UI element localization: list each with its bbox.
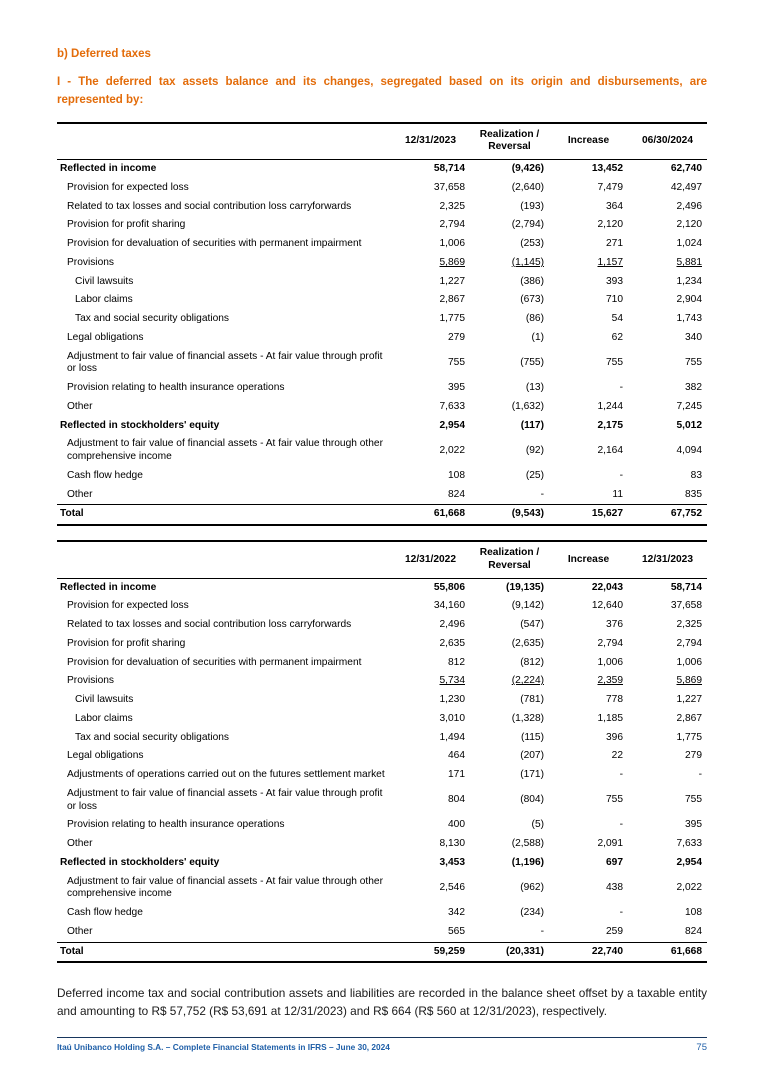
cell-value: 393 xyxy=(606,275,623,287)
table-row xyxy=(57,904,707,923)
cell-value: 755 xyxy=(685,794,702,806)
cell-value: (804) xyxy=(520,794,544,806)
cell-value: 1,775 xyxy=(676,731,702,743)
cell-value: 2,164 xyxy=(597,444,623,456)
cell-value: 108 xyxy=(685,907,702,919)
cell-value: 3,453 xyxy=(439,856,465,868)
cell-value: 2,904 xyxy=(676,294,702,306)
row-label: Provision relating to health insurance operations xyxy=(67,382,285,394)
cell-value: 259 xyxy=(606,925,623,937)
row-label: Other xyxy=(67,400,93,412)
cell-value: 2,867 xyxy=(676,712,702,724)
cell-value: 271 xyxy=(606,238,623,250)
table-row xyxy=(57,616,707,635)
cell-value: (386) xyxy=(520,275,544,287)
cell-value: 279 xyxy=(685,750,702,762)
page-number: 75 xyxy=(696,1042,707,1053)
row-label: Provision relating to health insurance operations xyxy=(67,819,285,831)
cell-value: (9,426) xyxy=(511,163,544,175)
table-row xyxy=(57,942,707,962)
cell-value: 2,867 xyxy=(439,294,465,306)
table-header xyxy=(57,541,707,578)
column-header-increase: Increase xyxy=(549,123,628,160)
cell-value: 2,794 xyxy=(676,637,702,649)
table-row xyxy=(57,310,707,329)
row-label: Total xyxy=(57,942,391,962)
row-label: Provision for devaluation of securities with permanent impairment xyxy=(67,656,362,668)
cell-value: 67,752 xyxy=(628,505,707,525)
cell-value: (1) xyxy=(531,331,544,343)
column-header-period-start: 12/31/2022 xyxy=(391,541,470,578)
cell-value: 5,012 xyxy=(676,419,702,431)
cell-value: 565 xyxy=(448,925,465,937)
cell-value: 804 xyxy=(448,794,465,806)
cell-value: - xyxy=(619,769,623,781)
table-row xyxy=(57,747,707,766)
column-header-period-start: 12/31/2023 xyxy=(391,123,470,160)
cell-value: 2,794 xyxy=(597,637,623,649)
cell-value: 7,479 xyxy=(597,181,623,193)
table-row xyxy=(57,785,707,817)
cell-value: 1,244 xyxy=(597,400,623,412)
column-header-realization-reversal: Realization / Reversal xyxy=(470,541,549,578)
row-label: Provisions xyxy=(67,256,114,268)
cell-value: (9,142) xyxy=(511,600,544,612)
column-header-period-end: 06/30/2024 xyxy=(628,123,707,160)
column-header-realization-reversal: Realization / Reversal xyxy=(470,123,549,160)
cell-value: - xyxy=(619,469,623,481)
cell-value: 2,496 xyxy=(439,619,465,631)
cell-value: 2,954 xyxy=(439,419,465,431)
row-label: Provision for devaluation of securities with permanent impairment xyxy=(67,238,362,250)
cell-value: 5,869 xyxy=(676,675,702,687)
row-label: Other xyxy=(67,925,93,937)
page-footer xyxy=(57,1037,707,1053)
cell-value: - xyxy=(619,907,623,919)
table-row xyxy=(57,597,707,616)
cell-value: - xyxy=(540,488,544,500)
section-heading-deferred-taxes: b) Deferred taxes xyxy=(57,48,151,60)
cell-value: 1,185 xyxy=(597,712,623,724)
cell-value: (117) xyxy=(520,419,544,431)
table-row xyxy=(57,348,707,380)
cell-value: 61,668 xyxy=(391,505,470,525)
cell-value: (2,588) xyxy=(511,838,544,850)
cell-value: 62,740 xyxy=(670,163,702,175)
cell-value: 824 xyxy=(685,925,702,937)
column-header-increase: Increase xyxy=(549,541,628,578)
cell-value: (86) xyxy=(525,313,544,325)
cell-value: 778 xyxy=(606,694,623,706)
cell-value: 1,157 xyxy=(597,256,623,268)
cell-value: (2,640) xyxy=(511,181,544,193)
cell-value: (5) xyxy=(531,819,544,831)
row-label: Other xyxy=(67,838,93,850)
cell-value: 755 xyxy=(448,357,465,368)
cell-value: 1,227 xyxy=(676,694,702,706)
row-label: Reflected in income xyxy=(60,163,157,175)
cell-value: (171) xyxy=(520,769,544,781)
cell-value: 37,658 xyxy=(670,600,702,612)
deferred-tax-table-2023 xyxy=(57,540,707,963)
table-body xyxy=(57,160,707,526)
cell-value: 1,234 xyxy=(676,275,702,287)
table-row xyxy=(57,729,707,748)
cell-value: 395 xyxy=(448,382,465,394)
cell-value: (1,632) xyxy=(511,400,544,412)
cell-value: 7,633 xyxy=(439,400,465,412)
cell-value: 2,496 xyxy=(676,200,702,212)
cell-value: 1,227 xyxy=(439,275,465,287)
cell-value: 15,627 xyxy=(549,505,628,525)
table-row xyxy=(57,254,707,273)
cell-value: 755 xyxy=(685,357,702,368)
cell-value: 340 xyxy=(685,331,702,343)
cell-value: 2,120 xyxy=(597,219,623,231)
cell-value: 5,881 xyxy=(676,256,702,268)
deferred-tax-table-2024 xyxy=(57,122,707,527)
cell-value: (193) xyxy=(520,200,544,212)
table-row xyxy=(57,873,707,905)
cell-value: (9,543) xyxy=(470,505,549,525)
cell-value: 1,494 xyxy=(439,731,465,743)
cell-value: (2,794) xyxy=(511,219,544,231)
cell-value: 54 xyxy=(611,313,623,325)
cell-value: 364 xyxy=(606,200,623,212)
cell-value: 2,175 xyxy=(597,419,623,431)
table-row xyxy=(57,273,707,292)
table-row xyxy=(57,216,707,235)
cell-value: 62 xyxy=(611,331,623,343)
table-row xyxy=(57,379,707,398)
cell-value: 7,633 xyxy=(676,838,702,850)
column-header-empty xyxy=(57,541,391,578)
row-label: Civil lawsuits xyxy=(75,694,134,706)
row-label: Cash flow hedge xyxy=(67,907,143,919)
cell-value: 11 xyxy=(612,488,623,500)
cell-value: 22,043 xyxy=(591,581,623,593)
row-label: Provision for expected loss xyxy=(67,181,189,193)
table-row xyxy=(57,235,707,254)
table-row xyxy=(57,672,707,691)
row-label: Total xyxy=(57,505,391,525)
row-label: Provision for profit sharing xyxy=(67,219,186,231)
cell-value: 58,714 xyxy=(670,581,702,593)
cell-value: (1,328) xyxy=(511,712,544,724)
table-row xyxy=(57,578,707,597)
cell-value: (755) xyxy=(520,357,544,368)
row-label: Adjustment to fair value of financial assets - At fair value through profit or loss xyxy=(67,787,383,812)
row-label: Adjustment to fair value of financial assets - At fair value through other comprehensive income xyxy=(67,438,383,463)
cell-value: 1,743 xyxy=(676,313,702,325)
cell-value: 464 xyxy=(448,750,465,762)
cell-value: (1,145) xyxy=(511,256,544,268)
cell-value: 755 xyxy=(606,357,623,368)
cell-value: 395 xyxy=(685,819,702,831)
table-row xyxy=(57,766,707,785)
table-row xyxy=(57,710,707,729)
row-label: Reflected in stockholders' equity xyxy=(60,856,220,868)
table-header xyxy=(57,123,707,160)
cell-value: - xyxy=(540,925,544,937)
cell-value: 59,259 xyxy=(391,942,470,962)
cell-value: (234) xyxy=(520,907,544,919)
cell-value: 12,640 xyxy=(591,600,623,612)
cell-value: 835 xyxy=(685,488,702,500)
cell-value: 7,245 xyxy=(676,400,702,412)
row-label: Adjustments of operations carried out on the futures settlement market xyxy=(67,769,385,781)
cell-value: 2,325 xyxy=(439,200,465,212)
cell-value: 1,775 xyxy=(439,313,465,325)
table-row xyxy=(57,160,707,179)
cell-value: (812) xyxy=(520,656,544,668)
cell-value: (19,135) xyxy=(506,581,544,593)
cell-value: 1,006 xyxy=(439,238,465,250)
cell-value: 2,794 xyxy=(439,219,465,231)
cell-value: - xyxy=(619,819,623,831)
cell-value: 2,091 xyxy=(597,838,623,850)
cell-value: 2,954 xyxy=(676,856,702,868)
cell-value: 755 xyxy=(606,794,623,806)
cell-value: 382 xyxy=(685,382,702,394)
table-row xyxy=(57,329,707,348)
row-label: Provision for expected loss xyxy=(67,600,189,612)
cell-value: 2,022 xyxy=(439,444,465,456)
row-label: Provisions xyxy=(67,675,114,687)
cell-value: 58,714 xyxy=(433,163,465,175)
cell-value: 1,006 xyxy=(597,656,623,668)
cell-value: 710 xyxy=(606,294,623,306)
cell-value: (92) xyxy=(525,444,544,456)
cell-value: 2,120 xyxy=(676,219,702,231)
table-row xyxy=(57,417,707,436)
cell-value: (673) xyxy=(520,294,544,306)
cell-value: (115) xyxy=(520,731,544,743)
cell-value: 2,635 xyxy=(439,637,465,649)
row-label: Legal obligations xyxy=(67,750,144,762)
cell-value: (20,331) xyxy=(470,942,549,962)
cell-value: 1,230 xyxy=(439,694,465,706)
column-header-empty xyxy=(57,123,391,160)
cell-value: 4,094 xyxy=(676,444,702,456)
row-label: Reflected in income xyxy=(60,581,157,593)
cell-value: 42,497 xyxy=(670,181,702,193)
cell-value: 400 xyxy=(448,819,465,831)
cell-value: (253) xyxy=(520,238,544,250)
row-label: Adjustment to fair value of financial assets - At fair value through other comprehensive income xyxy=(67,875,383,900)
cell-value: - xyxy=(619,382,623,394)
row-label: Related to tax losses and social contribution loss carryforwards xyxy=(67,200,352,212)
cell-value: 2,359 xyxy=(597,675,623,687)
cell-value: 697 xyxy=(606,856,623,868)
cell-value: - xyxy=(698,769,702,781)
cell-value: 2,022 xyxy=(676,882,702,893)
cell-value: 22,740 xyxy=(549,942,628,962)
row-label: Civil lawsuits xyxy=(75,275,134,287)
cell-value: (2,635) xyxy=(511,637,544,649)
row-label: Other xyxy=(67,488,93,500)
cell-value: 824 xyxy=(448,488,465,500)
table-row xyxy=(57,291,707,310)
row-label: Related to tax losses and social contribution loss carryforwards xyxy=(67,619,352,631)
cell-value: 171 xyxy=(448,769,465,781)
row-label: Adjustment to fair value of financial assets - At fair value through profit or loss xyxy=(67,350,383,375)
table-row xyxy=(57,398,707,417)
subsection-heading-statement: I - The deferred tax assets balance and its changes, segregated based on its origin and disbursements, are represented by: xyxy=(57,76,707,106)
table-row xyxy=(57,923,707,942)
closing-paragraph: Deferred income tax and social contribution assets and liabilities are recorded in the balance sheet offset by a taxable entity and amounting to R$ 57,752 (R$ 53,691 at 12/31/2023) and R$ 664 (R$ 560 at 12/31/2023), respectively. xyxy=(57,986,707,1019)
cell-value: (207) xyxy=(520,750,544,762)
cell-value: 376 xyxy=(606,619,623,631)
cell-value: 108 xyxy=(448,469,465,481)
cell-value: 396 xyxy=(606,731,623,743)
table-row xyxy=(57,635,707,654)
row-label: Tax and social security obligations xyxy=(75,313,230,325)
row-label: Cash flow hedge xyxy=(67,469,143,481)
row-label: Reflected in stockholders' equity xyxy=(60,419,220,431)
row-label: Legal obligations xyxy=(67,331,144,343)
cell-value: (1,196) xyxy=(511,856,544,868)
cell-value: 3,010 xyxy=(439,712,465,724)
table-row xyxy=(57,179,707,198)
cell-value: 8,130 xyxy=(439,838,465,850)
table-body xyxy=(57,578,707,962)
row-label: Provision for profit sharing xyxy=(67,637,186,649)
cell-value: 13,452 xyxy=(591,163,623,175)
cell-value: 812 xyxy=(448,656,465,668)
cell-value: 2,546 xyxy=(439,882,465,893)
column-header-period-end: 12/31/2023 xyxy=(628,541,707,578)
cell-value: (781) xyxy=(520,694,544,706)
cell-value: 342 xyxy=(448,907,465,919)
table-row xyxy=(57,691,707,710)
table-row xyxy=(57,854,707,873)
table-row xyxy=(57,654,707,673)
cell-value: 5,869 xyxy=(439,256,465,268)
cell-value: 438 xyxy=(606,882,623,893)
cell-value: 61,668 xyxy=(628,942,707,962)
cell-value: 22 xyxy=(611,750,623,762)
cell-value: 5,734 xyxy=(439,675,465,687)
row-label: Labor claims xyxy=(75,294,133,306)
table-row xyxy=(57,198,707,217)
table-row xyxy=(57,816,707,835)
cell-value: (2,224) xyxy=(511,675,544,687)
row-label: Tax and social security obligations xyxy=(75,731,230,743)
cell-value: 37,658 xyxy=(433,181,465,193)
cell-value: (962) xyxy=(520,882,544,893)
table-row xyxy=(57,505,707,525)
cell-value: 34,160 xyxy=(433,600,465,612)
cell-value: (25) xyxy=(525,469,544,481)
table-row xyxy=(57,486,707,505)
cell-value: 2,325 xyxy=(676,619,702,631)
row-label: Labor claims xyxy=(75,712,133,724)
table-row xyxy=(57,435,707,467)
cell-value: 83 xyxy=(690,469,702,481)
table-row xyxy=(57,835,707,854)
cell-value: 1,024 xyxy=(676,238,702,250)
table-row xyxy=(57,467,707,486)
cell-value: 55,806 xyxy=(433,581,465,593)
cell-value: (547) xyxy=(520,619,544,631)
cell-value: (13) xyxy=(525,382,544,394)
footer-document-title: Itaú Unibanco Holding S.A. – Complete Financial Statements in IFRS – June 30, 2024 xyxy=(57,1042,390,1052)
cell-value: 279 xyxy=(448,331,465,343)
cell-value: 1,006 xyxy=(676,656,702,668)
